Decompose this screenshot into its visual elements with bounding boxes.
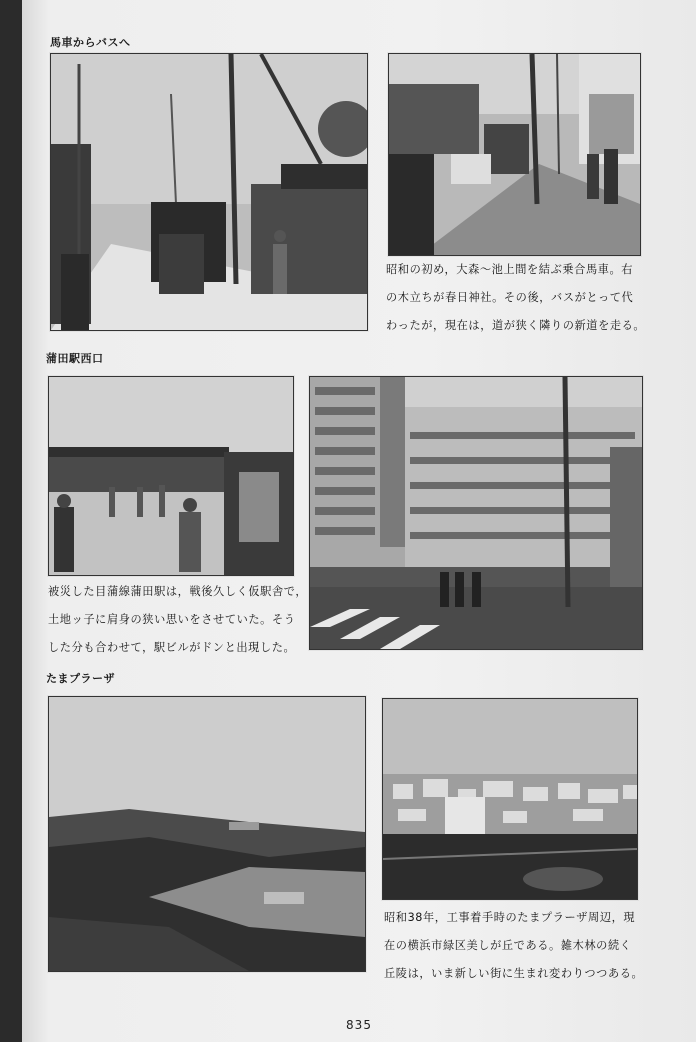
caption-line: 土地ッ子に肩身の狭い思いをさせていた。そう bbox=[48, 613, 296, 626]
book-page bbox=[22, 0, 696, 1042]
caption-line: の木立ちが春日神社。その後，バスがとって代 bbox=[386, 291, 634, 304]
photo-horse-carriage bbox=[50, 53, 368, 331]
section-heading-kamata: 蒲田駅西口 bbox=[46, 352, 104, 365]
caption-line: 丘陵は，いま新しい街に生まれ変わりつつある。 bbox=[384, 967, 644, 980]
caption-line: 被災した目蒲線蒲田駅は，戦後久しく仮駅舎で， bbox=[48, 585, 308, 598]
section-heading-tama: たまプラーザ bbox=[46, 672, 115, 685]
caption-line: 昭和38年，工事着手時のたまプラーザ周辺，現 bbox=[384, 911, 636, 924]
photo-tama-plaza-hills bbox=[48, 696, 366, 972]
caption-line: 昭和の初め，大森～池上間を結ぶ乗合馬車。右 bbox=[386, 263, 634, 276]
page-number: 835 bbox=[346, 1018, 372, 1032]
caption-kamata bbox=[48, 578, 307, 662]
section-heading-basha: 馬車からバスへ bbox=[50, 36, 131, 49]
caption-line: した分も合わせて，駅ビルがドンと出現した。 bbox=[48, 641, 296, 654]
photo-tama-plaza-town bbox=[382, 698, 638, 900]
caption-line: わったが，現在は，道が狭く隣りの新道を走る。 bbox=[386, 319, 646, 332]
caption-line: 在の横浜市緑区美しが丘である。雑木林の続く bbox=[384, 939, 632, 952]
caption-tama bbox=[384, 904, 643, 988]
photo-kamata-station-building bbox=[309, 376, 643, 650]
caption-basha bbox=[386, 256, 645, 340]
photo-kamata-station-old bbox=[48, 376, 294, 576]
photo-bus-street bbox=[388, 53, 641, 256]
